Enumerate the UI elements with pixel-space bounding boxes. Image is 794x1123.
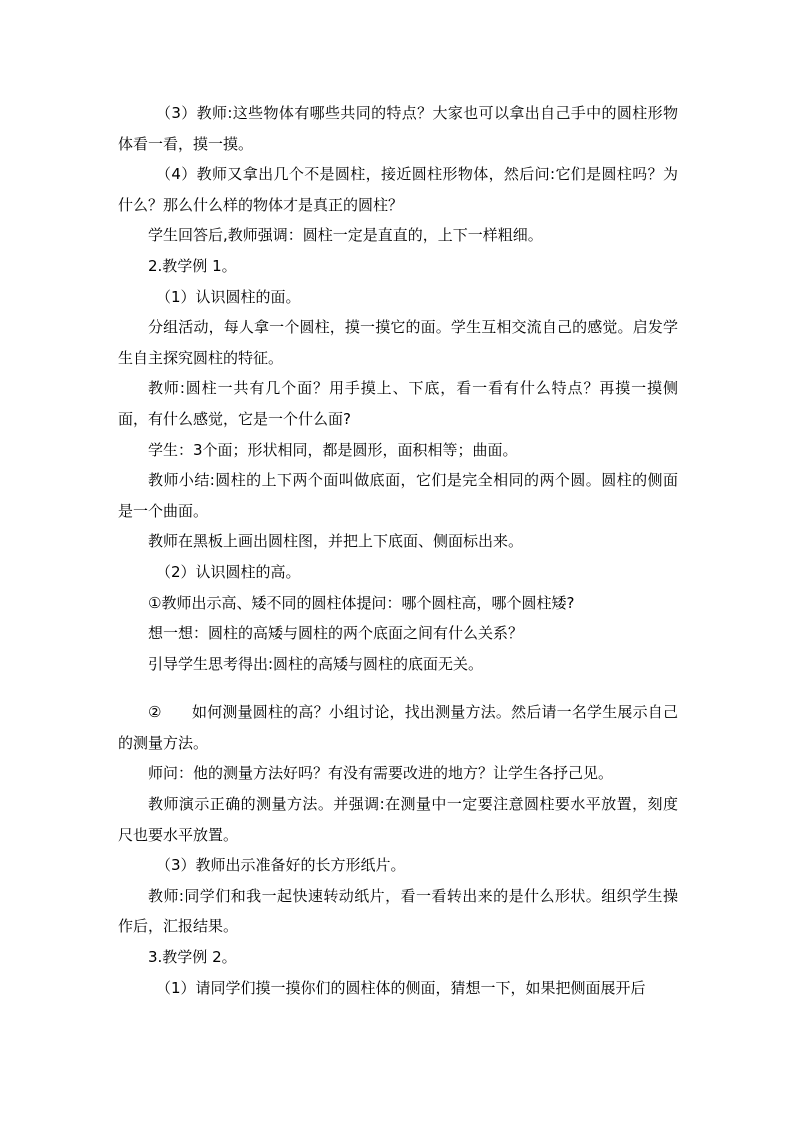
document-body [118, 98, 678, 1003]
paragraph: ② 如何测量圆柱的高？小组讨论，找出测量方法。然后请一名学生展示自己的测量方法。 [118, 703, 678, 752]
subsection-heading: （3）教师出示准备好的长方形纸片。 [156, 856, 406, 875]
paragraph: 师问：他的测量方法好吗？有没有需要改进的地方？让学生各抒己见。 [148, 764, 614, 783]
paragraph: （1）请同学们摸一摸你们的圆柱体的侧面，猜想一下，如果把侧面展开后 [156, 978, 646, 997]
paragraph: 学生：3个面；形状相同，都是圆形，面积相等；曲面。 [148, 440, 518, 459]
subsection-heading: （1）认识圆柱的面。 [156, 287, 301, 306]
paragraph: 教师:同学们和我一起快速转动纸片，看一看转出来的是什么形状。组织学生操作后，汇报结果。 [118, 886, 678, 936]
paragraph: （4）教师又拿出几个不是圆柱，接近圆柱形物体，然后问:它们是圆柱吗？为什么？那么什么样的物体才是真正的圆柱？ [118, 165, 678, 214]
paragraph: 教师小结:圆柱的上下两个面叫做底面，它们是完全相同的两个圆。圆柱的侧面是一个曲面。 [118, 471, 678, 520]
paragraph: 学生回答后,教师强调：圆柱一定是直直的，上下一样粗细。 [148, 226, 543, 245]
paragraph: 引导学生思考得出:圆柱的高矮与圆柱的底面无关。 [148, 654, 484, 673]
paragraph: 想一想：圆柱的高矮与圆柱的两个底面之间有什么关系？ [148, 624, 524, 643]
paragraph: 教师演示正确的测量方法。并强调:在测量中一定要注意圆柱要水平放置，刻度尺也要水平放置。 [118, 795, 678, 844]
section-heading: 3.教学例 2。 [148, 948, 237, 967]
paragraph: 教师:圆柱一共有几个面？用手摸上、下底，看一看有什么特点？再摸一摸侧面，有什么感觉，它是一个什么面? [118, 379, 678, 428]
paragraph: （3）教师:这些物体有哪些共同的特点？大家也可以拿出自己手中的圆柱形物体看一看，摸一摸。 [118, 104, 678, 153]
paragraph-spacer [118, 679, 678, 697]
section-heading: 2.教学例 1。 [148, 256, 237, 275]
paragraph: 分组活动，每人拿一个圆柱，摸一摸它的面。学生互相交流自己的感觉。启发学生自主探究圆柱的特征。 [118, 318, 678, 367]
paragraph: ①教师出示高、矮不同的圆柱体提问：哪个圆柱高，哪个圆柱矮? [148, 593, 575, 612]
paragraph: 教师在黑板上画出圆柱图，并把上下底面、侧面标出来。 [148, 532, 524, 551]
subsection-heading: （2）认识圆柱的高。 [156, 562, 301, 581]
